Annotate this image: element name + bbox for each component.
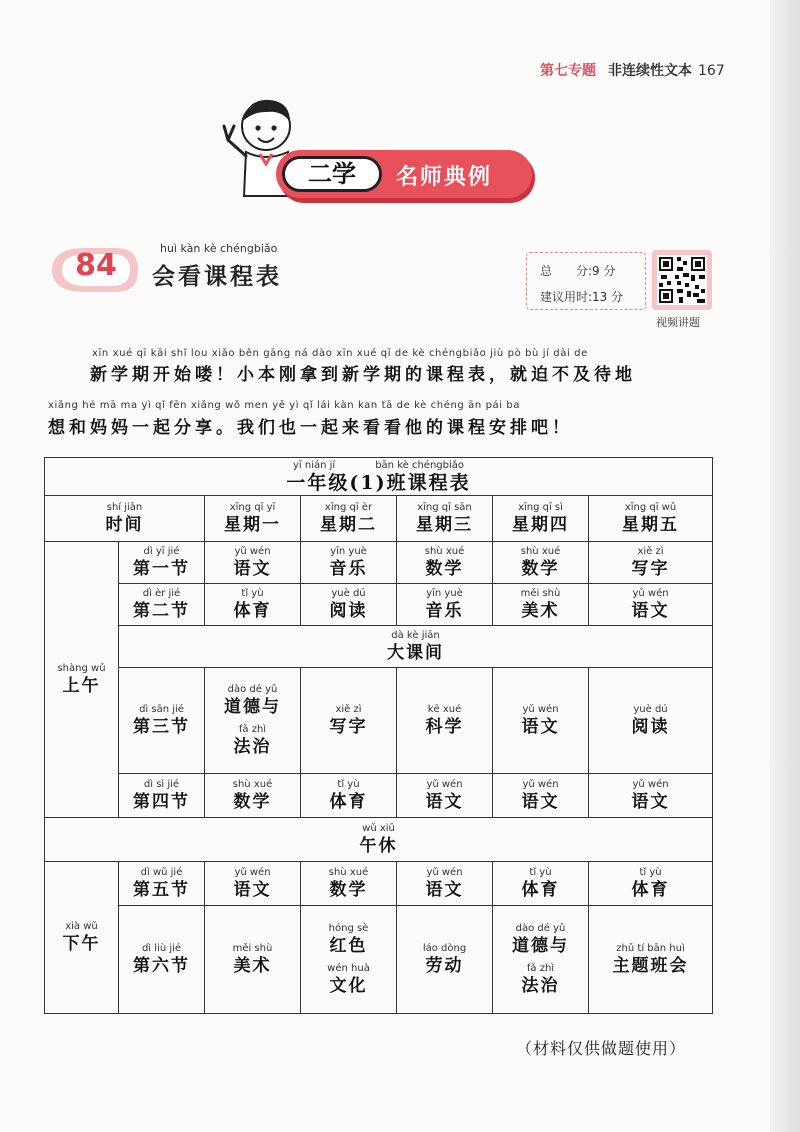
lesson-number: 84 <box>75 248 117 283</box>
page-edge <box>770 0 800 1132</box>
time-header: shí jiān 时间 <box>45 496 205 542</box>
subject-cell: shù xué 数学 <box>493 542 589 584</box>
subject-cell: zhǔ tí bān huì 主题班会 <box>589 906 713 1014</box>
subject-cell: yǔ wén 语文 <box>493 668 589 774</box>
subject-cell: xiě zì 写字 <box>301 668 397 774</box>
subject-cell: tǐ yù 体育 <box>301 774 397 818</box>
table-row <box>45 774 713 818</box>
running-header <box>540 60 725 80</box>
subject-cell: kē xué 科学 <box>397 668 493 774</box>
subject-cell: yǔ wén 语文 <box>205 862 301 906</box>
table-row <box>45 906 713 1014</box>
day-header: xīng qī èr 星期二 <box>301 496 397 542</box>
period-label: dì èr jié 第二节 <box>119 584 205 626</box>
subject-cell: yuè dú 阅读 <box>301 584 397 626</box>
subject-cell: yīn yuè 音乐 <box>397 584 493 626</box>
intro-line1-pinyin: xīn xué qī kāi shǐ lou xiǎo běn gāng ná dào xīn xué qī de kè chéngbiǎo jiù pò bù jí dài de <box>92 348 588 359</box>
lunch-cell: wǔ xiū 午休 <box>45 818 713 862</box>
intro-line1: 新学期开始喽！小本刚拿到新学期的课程表，就迫不及待地 <box>90 365 636 385</box>
intro-line2: 想和妈妈一起分享。我们也一起来看看他的课程安排吧！ <box>48 418 573 438</box>
banner-right-label: 名师典例 <box>396 165 493 190</box>
subject-cell: yǔ wén 语文 <box>493 774 589 818</box>
period-label: dì sān jié 第三节 <box>119 668 205 774</box>
table-row <box>45 626 713 668</box>
chapter-label: 第七专题 <box>540 63 596 79</box>
subject-cell: yǔ wén 语文 <box>397 862 493 906</box>
day-header: xīng qī sān 星期三 <box>397 496 493 542</box>
table-row <box>45 496 713 542</box>
table-row <box>45 818 713 862</box>
big-break-cell: dà kè jiān 大课间 <box>119 626 713 668</box>
subject-cell: xiě zì 写字 <box>589 542 713 584</box>
table-title: 一年级(1)班课程表 <box>286 471 471 494</box>
subject-cell: dào dé yǔ 道德与 fǎ zhì 法治 <box>493 906 589 1014</box>
table-row <box>45 542 713 584</box>
subject-cell: yǔ wén 语文 <box>397 774 493 818</box>
material-note: （材料仅供做题使用） <box>516 1039 687 1058</box>
subject-cell: yǔ wén 语文 <box>589 774 713 818</box>
subject-cell: yuè dú 阅读 <box>589 668 713 774</box>
table-title-cell: yī nián jí bān kè chéngbiǎo 一年级(1)班课程表 <box>45 458 713 496</box>
subject-cell: shù xué 数学 <box>301 862 397 906</box>
subject-cell: shù xué 数学 <box>397 542 493 584</box>
subject-cell: tǐ yù 体育 <box>493 862 589 906</box>
qr-code-icon[interactable] <box>657 255 707 305</box>
period-label: dì sì jié 第四节 <box>119 774 205 818</box>
total-score: 总 分:9 分 <box>540 264 616 278</box>
subject-cell: láo dòng 劳动 <box>397 906 493 1014</box>
subject-cell: shù xué 数学 <box>205 774 301 818</box>
suggested-time: 建议用时:13 分 <box>540 290 624 304</box>
subject-cell: yīn yuè 音乐 <box>301 542 397 584</box>
afternoon-label: xià wǔ 下午 <box>45 862 119 1014</box>
period-label: dì yī jié 第一节 <box>119 542 205 584</box>
lesson-title: 会看课程表 <box>152 264 282 290</box>
morning-label: shàng wǔ 上午 <box>45 542 119 818</box>
qr-caption: 视频讲题 <box>656 316 700 329</box>
intro-line2-pinyin: xiǎng hé mā ma yì qǐ fēn xiǎng wǒ men yě yì qǐ lái kàn kan tā de kè chéng ān pái ba <box>48 400 521 411</box>
table-row <box>45 668 713 774</box>
subject-cell: yǔ wén 语文 <box>205 542 301 584</box>
subject-cell: měi shù 美术 <box>205 906 301 1014</box>
subject-cell: yǔ wén 语文 <box>589 584 713 626</box>
subject-cell: hóng sè 红色 wén huà 文化 <box>301 906 397 1014</box>
day-header: xīng qī wǔ 星期五 <box>589 496 713 542</box>
table-row <box>45 584 713 626</box>
section-label: 非连续性文本 <box>608 63 692 79</box>
subject-cell: dào dé yǔ 道德与 fǎ zhì 法治 <box>205 668 301 774</box>
day-header: xīng qī sì 星期四 <box>493 496 589 542</box>
subject-cell: měi shù 美术 <box>493 584 589 626</box>
day-header: xīng qī yī 星期一 <box>205 496 301 542</box>
subject-cell: tǐ yù 体育 <box>589 862 713 906</box>
banner-left-label: 二学 <box>282 156 382 192</box>
table-title-row <box>45 458 713 496</box>
period-label: dì wǔ jié 第五节 <box>119 862 205 906</box>
table-row <box>45 862 713 906</box>
lesson-title-pinyin: huì kàn kè chéngbiǎo <box>160 242 278 255</box>
page-number: 167 <box>698 63 725 79</box>
subject-cell: tǐ yù 体育 <box>205 584 301 626</box>
period-label: dì liù jié 第六节 <box>119 906 205 1014</box>
schedule-table <box>44 457 713 1014</box>
